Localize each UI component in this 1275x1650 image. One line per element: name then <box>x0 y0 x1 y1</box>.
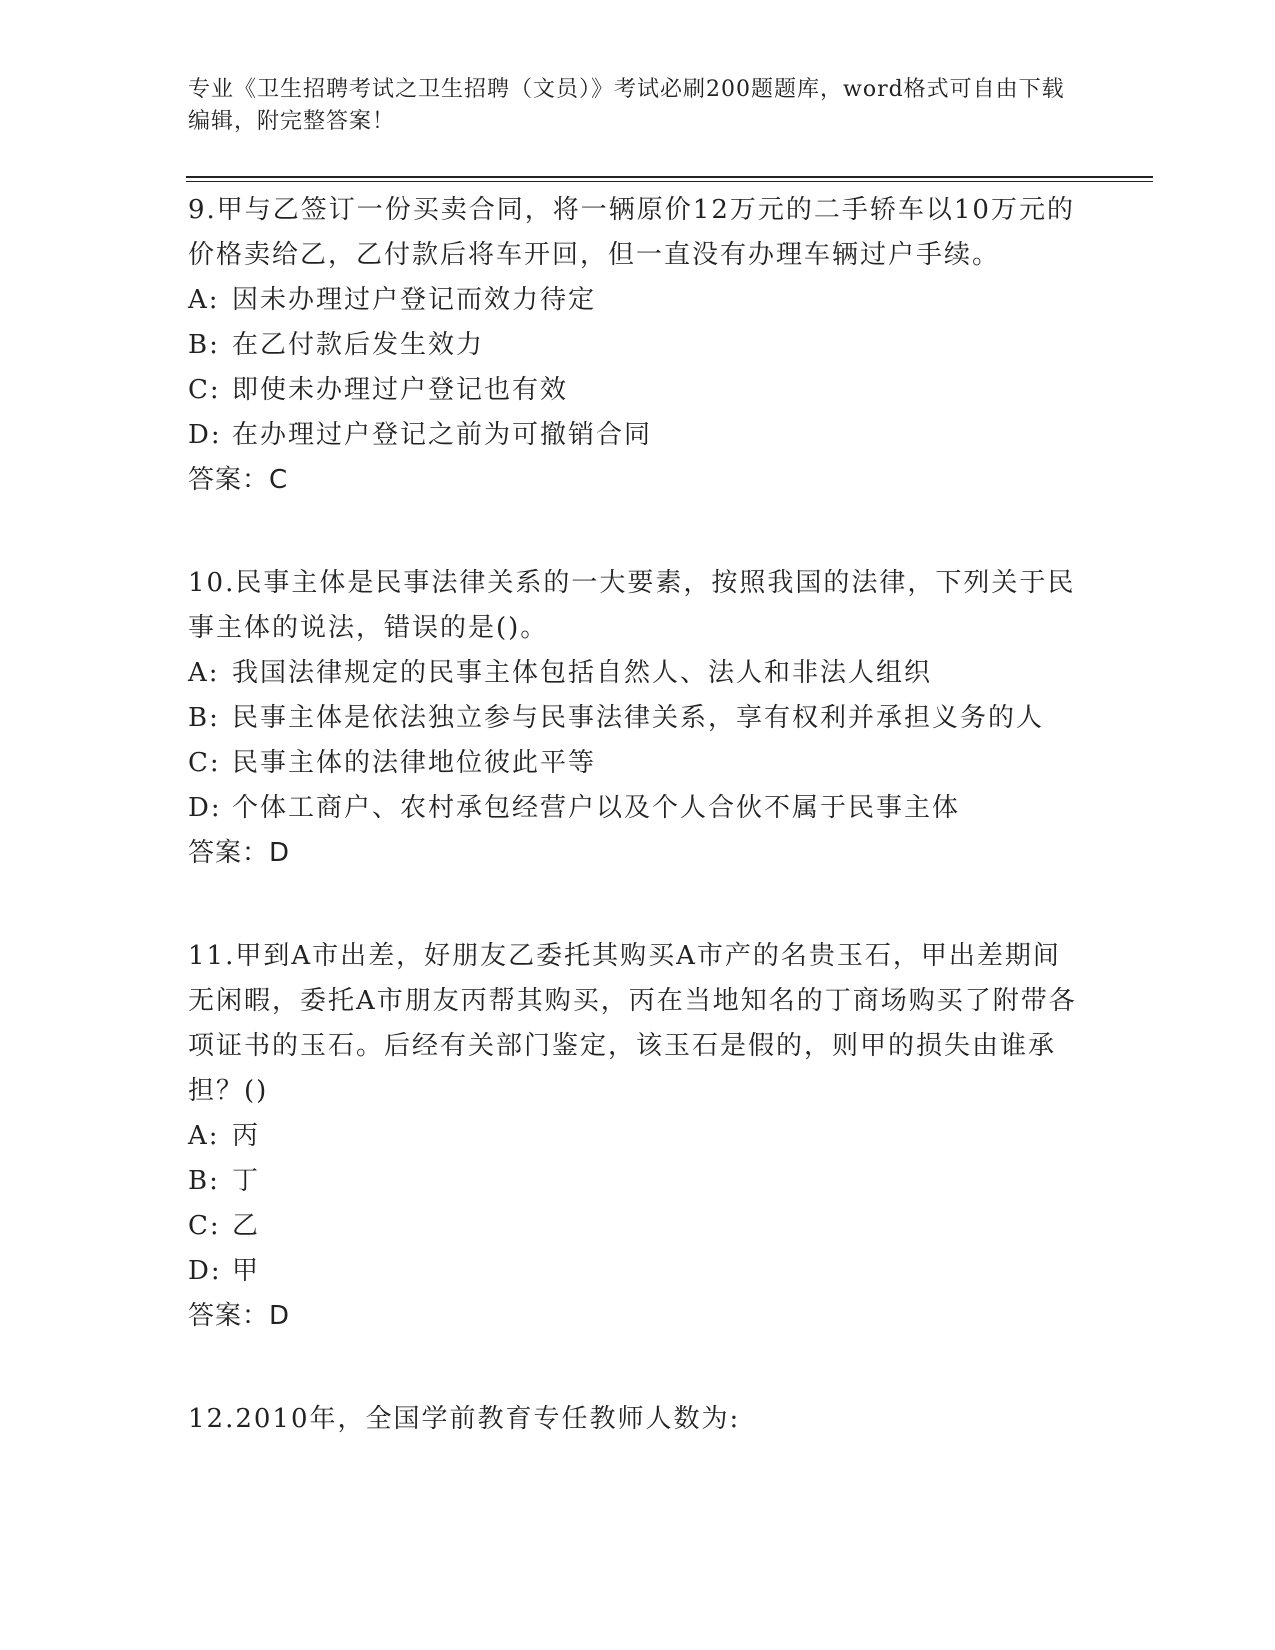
option-text: 丙 <box>232 1121 261 1151</box>
question-stem: 12.2010年，全国学前教育专任教师人数为: <box>188 1404 741 1434</box>
question-stem: 9.甲与乙签订一份买卖合同，将一辆原价12万元的二手轿车以10万元的价格卖给乙，乙付款后将车开回，但一直没有办理车辆过户手续。 <box>188 195 1075 270</box>
question-item <box>188 934 1088 1339</box>
option-key: D: <box>188 420 222 450</box>
answer-line: 答案：D <box>188 838 291 868</box>
option-d <box>188 786 1088 831</box>
question-spacer <box>188 876 1088 934</box>
option-text: 甲 <box>232 1256 261 1286</box>
option-text: 乙 <box>232 1211 261 1241</box>
question-stem: 11.甲到A市出差，好朋友乙委托其购买A市产的名贵玉石，甲出差期间无闲暇，委托A市朋友丙帮其购买，丙在当地知名的丁商场购买了附带各项证书的玉石。后经有关部门鉴定，该玉石是假的，则甲的损失由谁承担？() <box>188 941 1077 1106</box>
option-b <box>188 323 1088 368</box>
option-c <box>188 368 1088 413</box>
option-a <box>188 278 1088 323</box>
option-key: B: <box>188 330 220 360</box>
document-header: 专业《卫生招聘考试之卫生招聘（文员）》考试必刷200题题库，word格式可自由下载编辑，附完整答案！ <box>188 77 1065 134</box>
header-divider <box>186 176 1153 178</box>
question-spacer <box>188 503 1088 561</box>
option-c <box>188 741 1088 786</box>
option-key: A: <box>188 658 220 688</box>
question-spacer <box>188 1339 1088 1397</box>
option-text: 个体工商户、农村承包经营户以及个人合伙不属于民事主体 <box>232 793 961 823</box>
option-key: C: <box>188 748 221 778</box>
option-text: 民事主体的法律地位彼此平等 <box>232 748 597 778</box>
option-a <box>188 1114 1088 1159</box>
option-text: 在办理过户登记之前为可撤销合同 <box>232 420 653 450</box>
option-text: 即使未办理过户登记也有效 <box>232 375 569 405</box>
option-key: C: <box>188 375 221 405</box>
option-a <box>188 651 1088 696</box>
option-d <box>188 1249 1088 1294</box>
answer-line: 答案：C <box>188 465 289 495</box>
header-divider-thin <box>186 181 1153 182</box>
question-list <box>188 188 1088 1442</box>
option-text: 在乙付款后发生效力 <box>232 330 485 360</box>
answer-line: 答案：D <box>188 1301 291 1331</box>
option-text: 我国法律规定的民事主体包括自然人、法人和非法人组织 <box>232 658 933 688</box>
option-key: D: <box>188 1256 222 1286</box>
option-c <box>188 1204 1088 1249</box>
option-text: 丁 <box>232 1166 261 1196</box>
option-b <box>188 696 1088 741</box>
question-item <box>188 561 1088 876</box>
option-key: A: <box>188 1121 220 1151</box>
option-text: 因未办理过户登记而效力待定 <box>232 285 597 315</box>
question-stem: 10.民事主体是民事法律关系的一大要素，按照我国的法律，下列关于民事主体的说法，错误的是()。 <box>188 568 1076 643</box>
option-key: C: <box>188 1211 221 1241</box>
question-item <box>188 1397 1088 1442</box>
option-d <box>188 413 1088 458</box>
question-item <box>188 188 1088 503</box>
option-key: A: <box>188 285 220 315</box>
option-key: B: <box>188 1166 220 1196</box>
option-b <box>188 1159 1088 1204</box>
option-key: B: <box>188 703 220 733</box>
option-text: 民事主体是依法独立参与民事法律关系，享有权利并承担义务的人 <box>232 703 1045 733</box>
option-key: D: <box>188 793 222 823</box>
